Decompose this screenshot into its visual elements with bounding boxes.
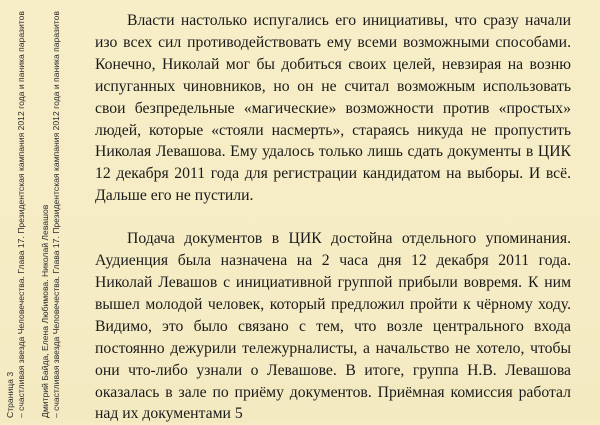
main-text-body xyxy=(95,10,571,425)
page-number-label: Страница 3 xyxy=(5,371,15,418)
side-margin-caption xyxy=(4,6,72,418)
paragraph-2: Подача документов в ЦИК достойна отдельного упоминания. Аудиенция была назначена на 2 часа дня 12 декабря 2011 года. Николай Левашов с инициативной группой прибыли вовремя. К ним вышел молодой человек, который предложил пройти к чёрному ходу. Видимо, это было связано с тем, что возле центрального входа постоянно дежурили тележурналисты, а начальство не хотело, чтобы они что-либо узнали о Левашове. В итоге, группа Н.В. Левашова оказалась в зале по приёму документов. Приёмная комиссия работал над их документами 5 xyxy=(95,230,571,423)
chapter-title-line: – счастливая звезда Человечества. Глава 17. Президентская кампания 2012 года и паника паразитов xyxy=(51,11,61,418)
paragraph-1: Власти настолько испугались его инициативы, что сразу начали изо всех сил противодействовать ему всеми возможными способами. Конечно, Николай мог бы добиться своих целей, невзирая на возню испуганных чиновников, но он не считал возможным использовать свои безпредельные «магические» возможности против «простых» людей, которые «стояли насмерть», стараясь никуда не пропустить Николая Левашова. Ему удалось только лишь сдать документы в ЦИК 12 декабря 2011 года для регистрации кандидатом на выборы. И всё. Дальше его не пустили. xyxy=(95,12,571,205)
book-title-line: – счастливая звезда Человечества. Глава 17. Президентская кампания 2012 года и паника паразитов xyxy=(16,11,26,418)
authors-line: Дмитрий Байда, Елена Любимова. Николай Левашов xyxy=(40,204,50,418)
